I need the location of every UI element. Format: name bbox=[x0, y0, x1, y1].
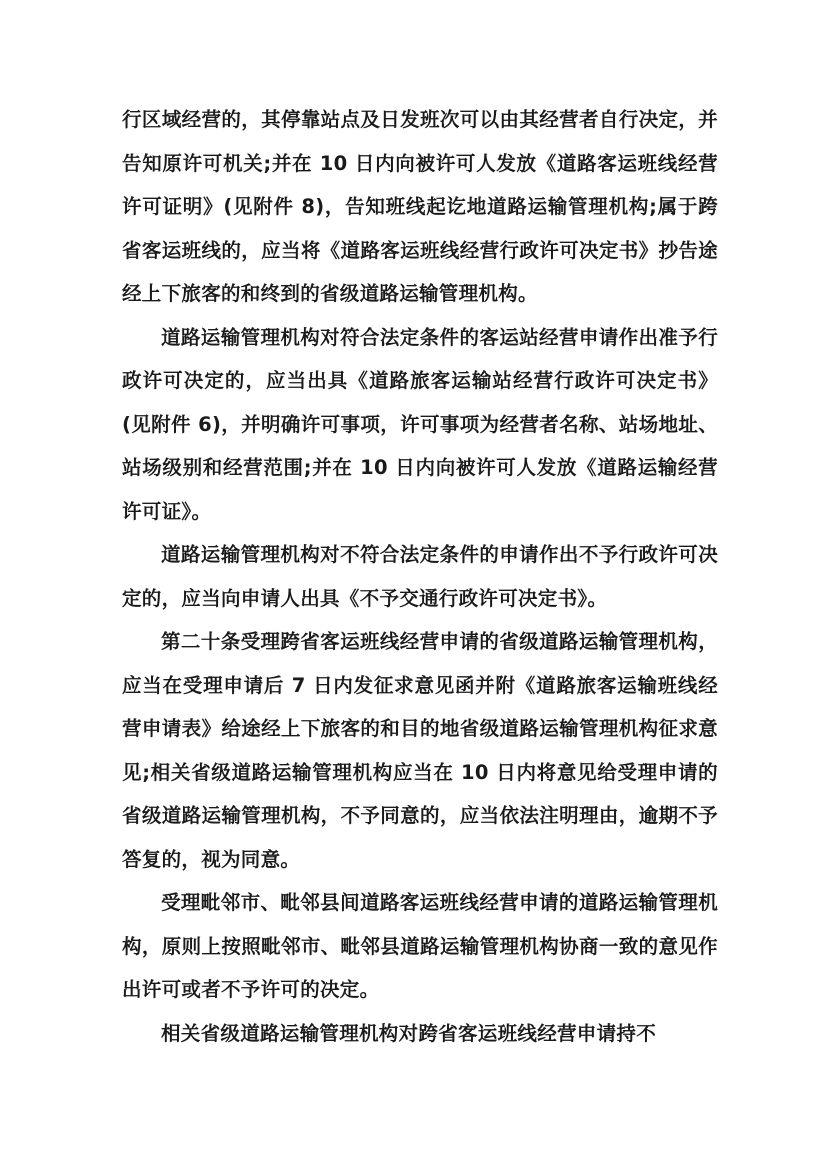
document-body bbox=[122, 98, 718, 1055]
paragraph-4: 第二十条受理跨省客运班线经营申请的省级道路运输管理机构，应当在受理申请后 7 日内发征求意见函并附《道路旅客运输班线经营申请表》给途经上下旅客的和目的地省级道路运输管理机构征求意见;相关省级道路运输管理机构应当在 10 日内将意见给受理申请的省级道路运输管理机构，不予同意的，应当依法注明理由，逾期不予答复的，视为同意。 bbox=[122, 630, 718, 871]
paragraph-1: 行区域经营的，其停靠站点及日发班次可以由其经营者自行决定，并告知原许可机关;并在 10 日内向被许可人发放《道路客运班线经营许可证明》(见附件 8)，告知班线起讫地道路运输管理机构;属于跨省客运班线的，应当将《道路客运班线经营行政许可决定书》抄告途经上下旅客的和终到的省级道路运输管理机构。 bbox=[122, 108, 718, 305]
paragraph-2: 道路运输管理机构对符合法定条件的客运站经营申请作出准予行政许可决定的，应当出具《道路旅客运输站经营行政许可决定书》(见附件 6)，并明确许可事项，许可事项为经营者名称、站场地址、站场级别和经营范围;并在 10 日内向被许可人发放《道路运输经营许可证》。 bbox=[122, 325, 718, 523]
paragraph-3: 道路运输管理机构对不符合法定条件的申请作出不予行政许可决定的，应当向申请人出具《不予交通行政许可决定书》。 bbox=[122, 543, 718, 610]
paragraph-6: 相关省级道路运输管理机构对跨省客运班线经营申请持不 bbox=[161, 1021, 657, 1045]
paragraph-5: 受理毗邻市、毗邻县间道路客运班线经营申请的道路运输管理机构，原则上按照毗邻市、毗邻县道路运输管理机构协商一致的意见作出许可或者不予许可的决定。 bbox=[122, 891, 718, 1001]
